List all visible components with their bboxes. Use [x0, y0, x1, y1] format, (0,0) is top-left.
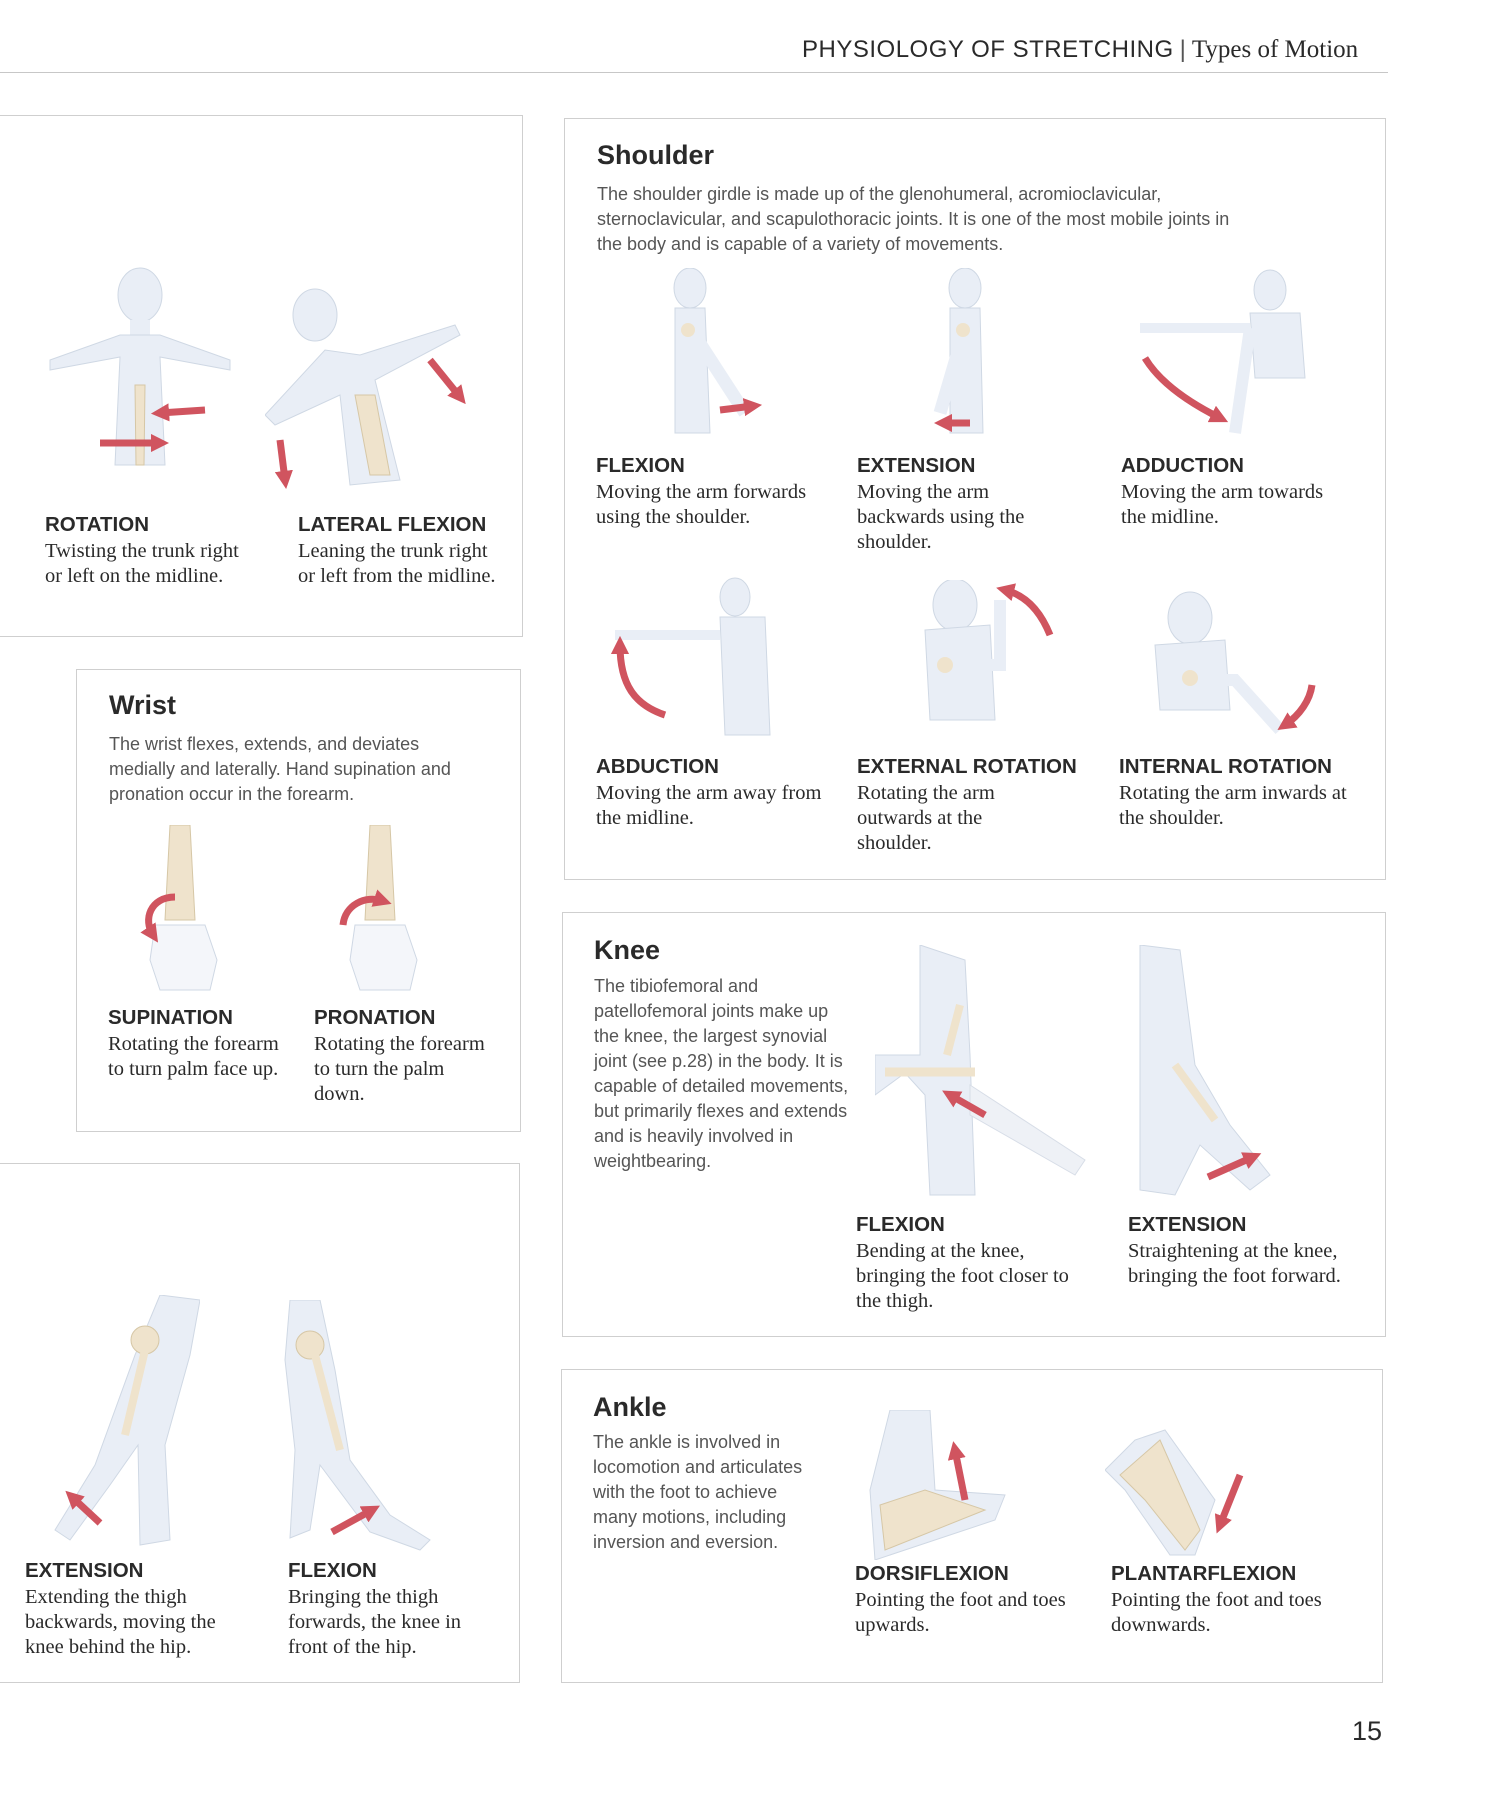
- knee-extension-figure: [1120, 945, 1275, 1200]
- ankle-dorsiflexion-desc: Pointing the foot and toes upwards.: [855, 1589, 1066, 1636]
- shoulder-extension-desc: Moving the arm backwards using the shoulder.: [857, 481, 1025, 553]
- hip-extension: [25, 1558, 255, 1660]
- shoulder-external-rotation-figure: [915, 580, 1065, 725]
- shoulder-abduction-name: ABDUCTION: [596, 755, 719, 778]
- knee-extension-name: EXTENSION: [1128, 1213, 1247, 1236]
- knee-flexion: [856, 1212, 1086, 1314]
- knee-extension: [1128, 1212, 1358, 1289]
- shoulder-abduction: [596, 754, 826, 831]
- header-topic: Types of Motion: [1191, 36, 1359, 63]
- shoulder-adduction-name: ADDUCTION: [1121, 454, 1244, 477]
- hip-flexion-name: FLEXION: [288, 1559, 377, 1582]
- trunk-lateral-flexion-desc: Leaning the trunk right or left from the midline.: [298, 540, 496, 587]
- shoulder-adduction: [1121, 453, 1351, 530]
- wrist-title: Wrist: [109, 690, 177, 720]
- shoulder-extension: [857, 453, 1057, 555]
- page-number: 15: [1352, 1716, 1383, 1746]
- trunk-rotation-name: ROTATION: [45, 513, 150, 536]
- knee-flexion-desc: Bending at the knee, bringing the foot closer to the thigh.: [856, 1240, 1069, 1312]
- wrist-pronation-name: PRONATION: [314, 1006, 436, 1029]
- hip-flexion: [288, 1558, 498, 1660]
- header-separator: |: [1179, 36, 1186, 63]
- shoulder-internal-rotation-name: INTERNAL ROTATION: [1119, 755, 1332, 778]
- header-rule: [0, 72, 1388, 73]
- ankle-description: The ankle is involved in locomotion and articulates with the foot to achieve many motions, including inversion and eversion.: [593, 1432, 803, 1552]
- knee-flexion-figure: [875, 945, 1090, 1200]
- shoulder-extension-figure: [925, 268, 1005, 438]
- ankle-dorsiflexion: [855, 1561, 1085, 1638]
- shoulder-internal-rotation-desc: Rotating the arm inwards at the shoulder.: [1119, 782, 1347, 829]
- shoulder-adduction-desc: Moving the arm towards the midline.: [1121, 481, 1324, 528]
- hip-extension-desc: Extending the thigh backwards, moving the knee behind the hip.: [25, 1586, 216, 1658]
- trunk-rotation-figure: [40, 265, 240, 505]
- header-section: PHYSIOLOGY OF STRETCHING: [802, 36, 1174, 63]
- wrist-supination-name: SUPINATION: [108, 1006, 233, 1029]
- wrist-pronation-figure: [335, 825, 435, 995]
- knee-flexion-name: FLEXION: [856, 1213, 945, 1236]
- shoulder-abduction-desc: Moving the arm away from the midline.: [596, 782, 822, 829]
- wrist-pronation: [314, 1005, 494, 1107]
- trunk-lateral-flexion: [298, 512, 508, 589]
- shoulder-external-rotation-name: EXTERNAL ROTATION: [857, 755, 1077, 778]
- shoulder-flexion-name: FLEXION: [596, 454, 685, 477]
- shoulder-adduction-figure: [1125, 268, 1325, 438]
- shoulder-description: The shoulder girdle is made up of the glenohumeral, acromioclavicular, sternoclavicular, and scapulothoracic joints. It is one of the most mobile joints in the body and is capable of a variety of movements.: [597, 184, 1230, 254]
- running-header: [802, 36, 1358, 64]
- ankle-dorsiflexion-name: DORSIFLEXION: [855, 1562, 1009, 1585]
- ankle-plantarflexion-figure: [1105, 1410, 1255, 1560]
- trunk-lateral-flexion-figure: [265, 285, 475, 495]
- trunk-rotation: [45, 512, 255, 589]
- wrist-pronation-desc: Rotating the forearm to turn the palm down.: [314, 1033, 485, 1105]
- ankle-plantarflexion-desc: Pointing the foot and toes downwards.: [1111, 1589, 1322, 1636]
- trunk-rotation-desc: Twisting the trunk right or left on the midline.: [45, 540, 239, 587]
- hip-flexion-figure: [280, 1300, 450, 1555]
- shoulder-external-rotation-desc: Rotating the arm outwards at the shoulder.: [857, 782, 995, 854]
- wrist-supination: [108, 1005, 288, 1082]
- knee-description: The tibiofemoral and patellofemoral joints make up the knee, the largest synovial joint (see p.28) in the body. It is capable of detailed movements, but primarily flexes and extends and is heavily involved in weightbearing.: [594, 976, 849, 1171]
- shoulder-external-rotation: [857, 754, 1077, 856]
- ankle-title: Ankle: [593, 1392, 667, 1422]
- shoulder-flexion: [596, 453, 816, 530]
- shoulder-extension-name: EXTENSION: [857, 454, 976, 477]
- hip-flexion-desc: Bringing the thigh forwards, the knee in front of the hip.: [288, 1586, 462, 1658]
- shoulder-flexion-figure: [660, 268, 780, 438]
- wrist-supination-figure: [135, 825, 235, 995]
- knee-title: Knee: [594, 935, 661, 965]
- trunk-lateral-flexion-name: LATERAL FLEXION: [298, 513, 487, 536]
- ankle-dorsiflexion-figure: [855, 1410, 1015, 1560]
- ankle-plantarflexion: [1111, 1561, 1341, 1638]
- knee-extension-desc: Straightening at the knee, bringing the foot forward.: [1128, 1240, 1341, 1287]
- shoulder-flexion-desc: Moving the arm forwards using the shoulder.: [596, 481, 807, 528]
- hip-extension-name: EXTENSION: [25, 1559, 144, 1582]
- shoulder-abduction-figure: [595, 575, 785, 740]
- hip-extension-figure: [50, 1295, 200, 1555]
- ankle-plantarflexion-name: PLANTARFLEXION: [1111, 1562, 1297, 1585]
- shoulder-internal-rotation: [1119, 754, 1349, 831]
- wrist-supination-desc: Rotating the forearm to turn palm face up.: [108, 1033, 279, 1080]
- shoulder-title: Shoulder: [597, 140, 715, 170]
- wrist-description: The wrist flexes, extends, and deviates medially and laterally. Hand supination and pronation occur in the forearm.: [109, 734, 451, 804]
- shoulder-internal-rotation-figure: [1150, 590, 1320, 740]
